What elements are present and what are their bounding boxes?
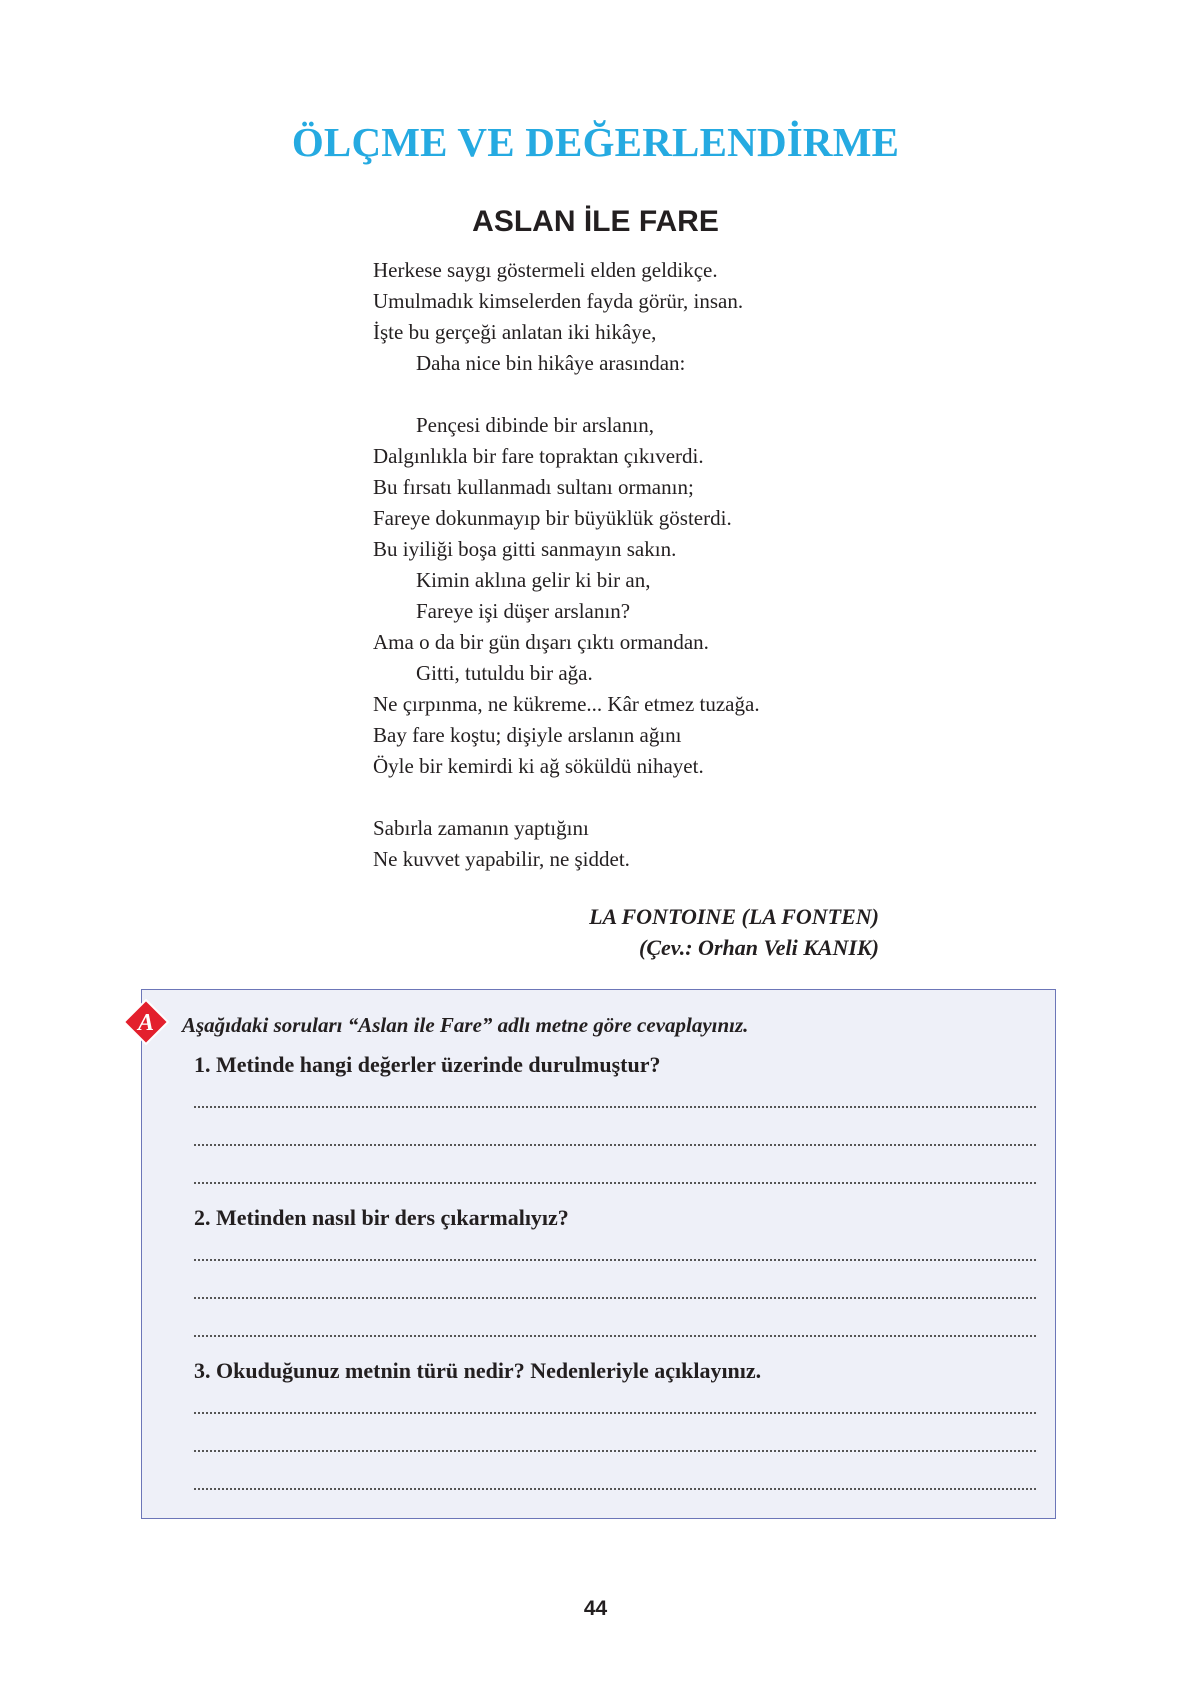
answer-line[interactable] <box>194 1144 1036 1146</box>
question-2: 2. Metinden nasıl bir ders çıkarmalıyız? <box>194 1205 569 1230</box>
poem-line: Dalgınlıkla bir fare topraktan çıkıverdi. <box>373 444 704 468</box>
poem-translator: (Çev.: Orhan Veli KANIK) <box>639 935 879 960</box>
answer-line[interactable] <box>194 1182 1036 1184</box>
answer-line[interactable] <box>194 1450 1036 1452</box>
answer-line[interactable] <box>194 1259 1036 1261</box>
poem-line: Bay fare koştu; dişiyle arslanın ağını <box>373 723 682 747</box>
poem-line: Ama o da bir gün dışarı çıktı ormandan. <box>373 630 709 654</box>
question-1: 1. Metinde hangi değerler üzerinde durulmuştur? <box>194 1052 661 1077</box>
page-number: 44 <box>583 1597 608 1620</box>
poem-line: Öyle bir kemirdi ki ağ söküldü nihayet. <box>373 754 704 778</box>
poem-line: Sabırla zamanın yaptığını <box>373 816 589 840</box>
exercise-instruction: Aşağıdaki soruları “Aslan ile Fare” adlı metne göre cevaplayınız. <box>182 1013 749 1037</box>
section-badge <box>121 997 171 1047</box>
badge-letter: A <box>137 1010 155 1036</box>
page-title: ÖLÇME VE DEĞERLENDİRME <box>291 119 900 165</box>
poem-line: Ne kuvvet yapabilir, ne şiddet. <box>373 847 630 871</box>
poem-line: Ne çırpınma, ne kükreme... Kâr etmez tuzağa. <box>373 692 760 716</box>
poem-title: ASLAN İLE FARE <box>472 205 719 238</box>
poem-line: Bu iyiliği boşa gitti sanmayın sakın. <box>373 537 677 561</box>
poem-line: İşte bu gerçeği anlatan iki hikâye, <box>373 320 657 344</box>
answer-line[interactable] <box>194 1412 1036 1414</box>
answer-line[interactable] <box>194 1335 1036 1337</box>
poem-line: Gitti, tutuldu bir ağa. <box>416 661 593 685</box>
poem-author: LA FONTOINE (LA FONTEN) <box>589 904 879 929</box>
poem-line: Bu fırsatı kullanmadı sultanı ormanın; <box>373 475 694 499</box>
answer-line[interactable] <box>194 1106 1036 1108</box>
answer-line[interactable] <box>194 1297 1036 1299</box>
poem-line: Pençesi dibinde bir arslanın, <box>416 413 654 437</box>
answer-line[interactable] <box>194 1488 1036 1490</box>
question-3: 3. Okuduğunuz metnin türü nedir? Nedenleriyle açıklayınız. <box>194 1358 762 1383</box>
poem-line: Fareye dokunmayıp bir büyüklük gösterdi. <box>373 506 732 530</box>
poem-line: Kimin aklına gelir ki bir an, <box>416 568 651 592</box>
poem-line: Umulmadık kimselerden fayda görür, insan. <box>373 289 744 313</box>
poem-line: Daha nice bin hikâye arasından: <box>416 351 686 375</box>
badge-diamond-icon <box>121 997 171 1047</box>
poem-line: Fareye işi düşer arslanın? <box>416 599 631 623</box>
poem-line: Herkese saygı göstermeli elden geldikçe. <box>373 258 718 282</box>
